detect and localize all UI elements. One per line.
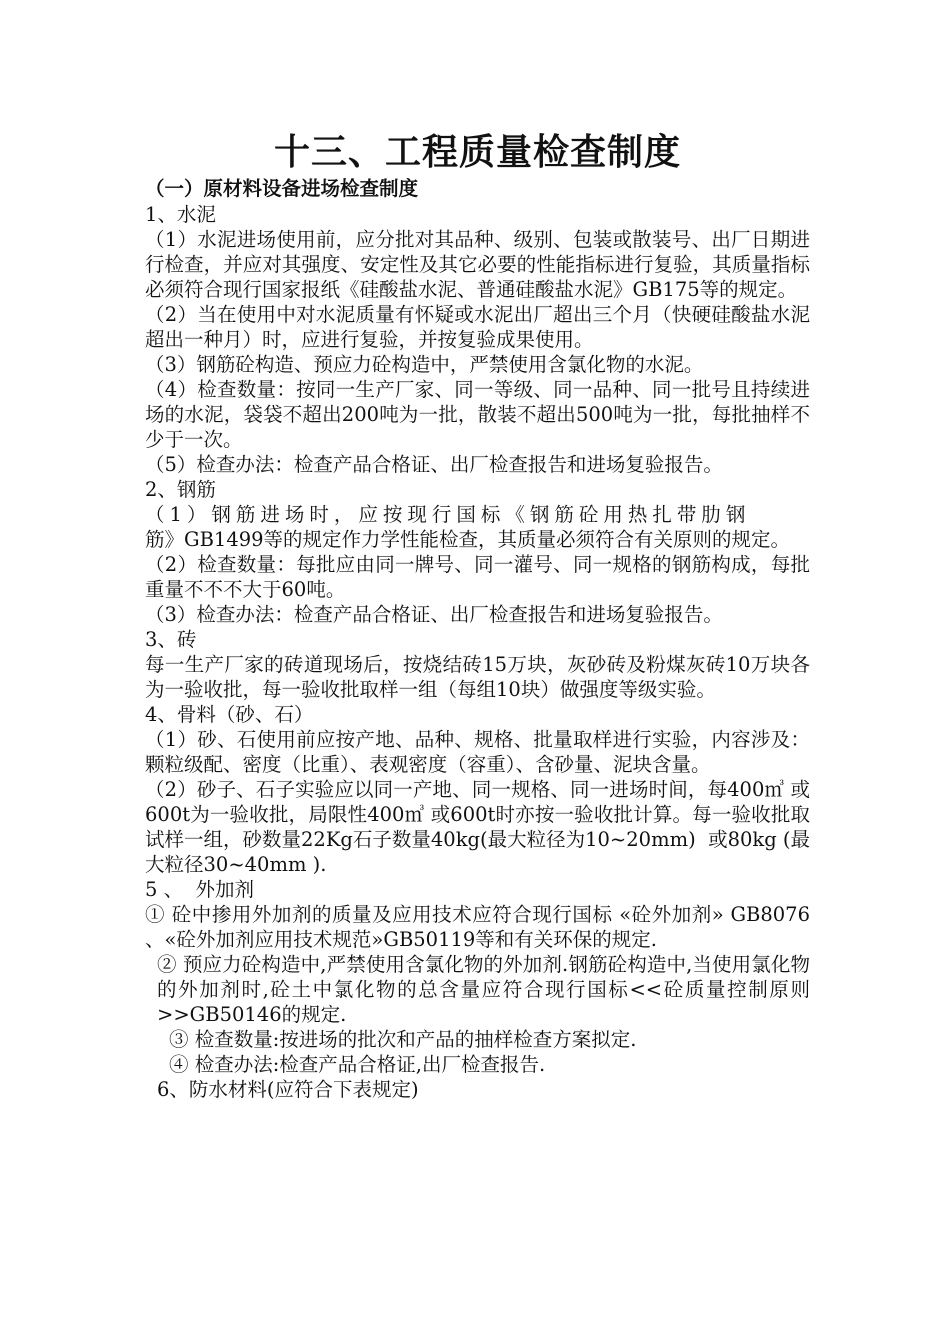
admixture-paragraph-4: ④ 检查办法:检查产品合格证,出厂检查报告. [169,1053,546,1076]
subheading-rebar: 2、钢筋 [145,478,216,501]
document-title: 十三、工程质量检查制度 [273,131,681,173]
admixture-paragraph-3: ③ 检查数量:按进场的批次和产品的抽样检查方案拟定. [169,1028,637,1051]
cement-paragraph-5: （5）检查办法：检查产品合格证、出厂检查报告和进场复验报告。 [145,453,723,476]
subheading-waterproof: 6、防水材料(应符合下表规定) [157,1078,419,1101]
cement-paragraph-2: （2）当在使用中对水泥质量有怀疑或水泥出厂超出三个月（快硬硅酸盐水泥超出一种月）时，应进行复验，并按复验成果使用。 [145,303,810,351]
aggregate-paragraph-2: （2）砂子、石子实验应以同一产地、同一规格、同一进场时间，每400㎥ 或600t为一验收批，局限性400㎥ 或600t时亦按一验收批计算。每一验收批取试样一组，砂数量22Kg石子数量40kg(最大粒径为10~20mm) 或80kg (最大粒径30~40mm ). [145,778,810,876]
admixture-paragraph-2: ② 预应力砼构造中,严禁使用含氯化物的外加剂.钢筋砼构造中,当使用氯化物的外加剂时,砼土中氯化物的总含量应符合现行国标<<砼质量控制原则>>GB50146的规定. [157,953,810,1026]
section-heading: （一）原材料设备进场检查制度 [145,177,419,200]
brick-paragraph-1: 每一生产厂家的砖道现场后，按烧结砖15万块，灰砂砖及粉煤灰砖10万块各为一验收批，每一验收批取样一组（每组10块）做强度等级实验。 [145,653,810,701]
subheading-aggregate: 4、骨料（砂、石） [145,703,314,726]
admixture-paragraph-1: ① 砼中掺用外加剂的质量及应用技术应符合现行国标 «砼外加剂» GB8076 、«砼外加剂应用技术规范»GB50119等和有关环保的规定. [145,903,817,951]
rebar-paragraph-1-line-2: 筋》GB1499等的规定作力学性能检查，其质量必须符合有关原则的规定。 [145,528,791,551]
cement-paragraph-3: （3）钢筋砼构造、预应力砼构造中，严禁使用含氯化物的水泥。 [145,353,704,376]
subheading-admixture: 5 、 外加剂 [145,878,255,901]
aggregate-paragraph-1: （1）砂、石使用前应按产地、品种、规格、批量取样进行实验，内容涉及：颗粒级配、密度（比重）、表观密度（容重）、含砂量、泥块含量。 [145,728,810,776]
rebar-paragraph-3: （3）检查办法：检查产品合格证、出厂检查报告和进场复验报告。 [145,603,723,626]
subheading-cement: 1、水泥 [145,203,216,226]
cement-paragraph-4: （4）检查数量：按同一生产厂家、同一等级、同一品种、同一批号且持续进场的水泥，袋袋不超出200吨为一批，散装不超出500吨为一批，每批抽样不少于一次。 [145,378,810,451]
rebar-paragraph-2: （2）检查数量：每批应由同一牌号、同一灌号、同一规格的钢筋构成，每批重量不不不大于60吨。 [145,553,810,601]
document-page [145,128,817,1102]
rebar-paragraph-1-line-1: （1）钢筋进场时，应按现行国标《钢筋砼用热扎带肋钢 [145,503,751,526]
subheading-brick: 3、砖 [145,628,197,651]
cement-paragraph-1: （1）水泥进场使用前，应分批对其品种、级别、包装或散装号、出厂日期进行检查，并应对其强度、安定性及其它必要的性能指标进行复验，其质量指标必须符合现行国家报纸《硅酸盐水泥、普通硅酸盐水泥》GB175等的规定。 [145,228,810,301]
